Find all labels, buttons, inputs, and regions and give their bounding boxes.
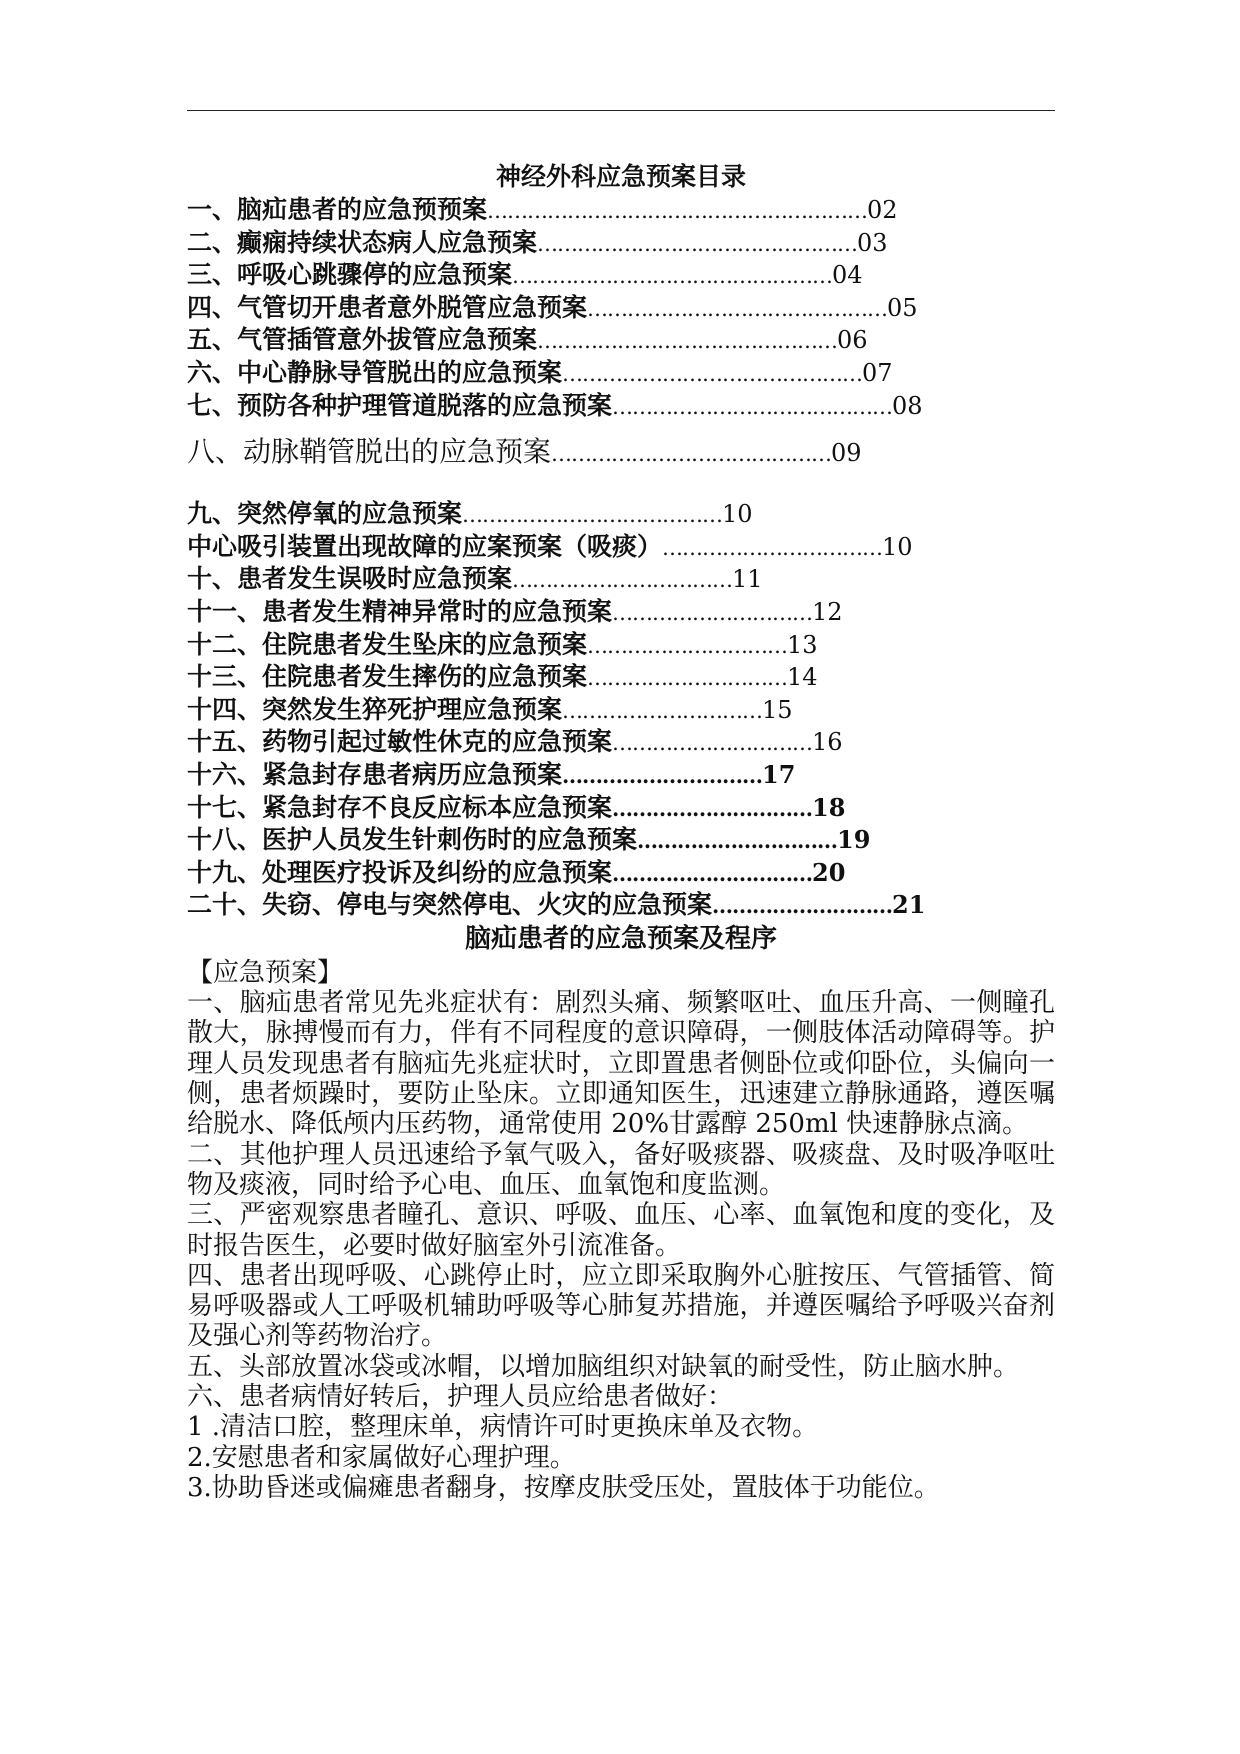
toc-label: 十一、患者发生精神异常时的应急预案 — [187, 596, 613, 626]
toc-page-number: 17 — [762, 759, 796, 789]
toc-dots: ……………………………………… — [587, 296, 888, 321]
toc-label: 中心吸引装置出现故障的应案预案（吸痰） — [187, 531, 663, 561]
toc-entry — [187, 227, 1055, 260]
toc-page-number: 09 — [831, 439, 862, 468]
toc-dots: ………………………… — [562, 762, 763, 788]
toc-page-number: 07 — [862, 358, 893, 387]
paragraph: 1 .清洁口腔，整理床单，病情许可时更换床单及衣物。 — [187, 1412, 819, 1443]
toc-dots: ………………………………………… — [512, 264, 833, 289]
toc-page-number: 06 — [837, 326, 868, 355]
toc-entry — [187, 531, 1055, 564]
toc-entry — [187, 563, 1055, 596]
toc-entry — [187, 694, 1055, 727]
toc-entry — [187, 498, 1055, 531]
toc-dots: …………………………………… — [551, 442, 832, 467]
toc-label: 二、癫痫持续状态病人应急预案 — [187, 227, 538, 257]
toc-page-number: 16 — [812, 728, 843, 757]
toc-page-number: 05 — [887, 293, 918, 322]
toc-entry — [187, 759, 1055, 792]
section-title: 脑疝患者的应急预案及程序 — [464, 923, 777, 954]
paragraph: 3.协助昏迷或偏瘫患者翻身，按摩皮肤受压处，置肢体于功能位。 — [187, 1472, 940, 1503]
toc-label: 十八、医护人员发生针刺伤时的应急预案 — [187, 825, 638, 855]
toc-label: 十二、住院患者发生坠床的应急预案 — [187, 629, 588, 659]
toc-page-number: 03 — [857, 228, 888, 257]
toc-page-number: 10 — [882, 532, 913, 561]
toc-dots: ……………………… — [712, 893, 893, 919]
toc-label: 一、脑疝患者的应急预预案 — [187, 195, 488, 224]
toc-label: 五、气管插管意外拔管应急预案 — [187, 325, 538, 355]
toc-entry — [187, 390, 1055, 423]
toc-dots: ………………………… — [612, 600, 813, 625]
toc-label: 十五、药物引起过敏性休克的应急预案 — [187, 727, 613, 757]
toc-label: 十、患者发生误吸时应急预案 — [187, 564, 513, 594]
toc-dots: ………………………… — [587, 633, 788, 658]
toc-label: 六、中心静脉导管脱出的应急预案 — [187, 357, 563, 387]
toc-entry — [187, 629, 1055, 662]
toc-dots: …………………………… — [662, 535, 883, 560]
toc-page-number: 11 — [732, 565, 763, 594]
toc-entry — [187, 194, 1055, 227]
header-rule — [187, 110, 1055, 111]
toc-entry — [187, 792, 1055, 825]
toc-entry — [187, 357, 1055, 390]
toc-dots: …………………………………… — [612, 394, 893, 419]
paragraph: 【应急预案】 — [187, 957, 344, 988]
toc-entry — [187, 857, 1055, 890]
toc-dots: ……………………………………… — [537, 329, 838, 354]
toc-label: 七、预防各种护理管道脱落的应急预案 — [187, 390, 613, 420]
toc-entry — [187, 661, 1055, 694]
toc-dots: ………………………… — [637, 828, 838, 854]
paragraph: 一、脑疝患者常见先兆症状有：剧烈头痛、频繁呕吐、血压升高、一侧瞳孔散大，脉搏慢而有力，伴有不同程度的意识障碍，一侧肢体活动障碍等。护理人员发现患者有脑疝先兆症状时，立即置患者侧卧位或仰卧位，头偏向一侧，患者烦躁时，要防止坠床。立即通知医生，迅速建立静脉通路，遵医嘱给脱水、降低颅内压药物，通常使用 20%甘露醇 250ml 快速静脉点滴。 — [187, 988, 1055, 1140]
paragraph: 三、严密观察患者瞳孔、意识、呼吸、血压、心率、血氧饱和度的变化，及时报告医生，必要时做好脑室外引流准备。 — [187, 1200, 1055, 1261]
paragraph: 六、患者病情好转后，护理人员应给患者做好： — [187, 1382, 734, 1413]
toc-title: 神经外科应急预案目录 — [495, 162, 746, 191]
toc-entry — [187, 422, 1055, 482]
paragraph: 2.安慰患者和家属做好心理护理。 — [187, 1442, 576, 1473]
toc-label: 九、突然停氧的应急预案 — [187, 499, 463, 529]
toc-page-number: 10 — [722, 500, 753, 529]
toc-entry — [187, 824, 1055, 857]
toc-page-number: 20 — [812, 857, 846, 887]
toc-page-number: 19 — [837, 825, 871, 855]
toc-page-number: 02 — [867, 196, 898, 224]
section-body — [187, 958, 1055, 1503]
toc-dots: ……………………………………… — [562, 361, 863, 386]
toc-dots: ………………………………… — [462, 503, 723, 528]
toc-dots: ………………………………………………… — [487, 199, 868, 223]
paragraph: 四、患者出现呼吸、心跳停止时，应立即采取胸外心脏按压、气管插管、简易呼吸器或人工呼吸机辅助呼吸等心肺复苏措施，并遵医嘱给予呼吸兴奋剂及强心剂等药物治疗。 — [187, 1260, 1055, 1352]
paragraph: 二、其他护理人员迅速给予氧气吸入，备好吸痰器、吸痰盘、及时吸净呕吐物及痰液，同时给予心电、血压、血氧饱和度监测。 — [187, 1139, 1055, 1200]
toc-page-number: 04 — [832, 261, 863, 290]
content — [187, 160, 1055, 1503]
toc-entry — [187, 726, 1055, 759]
toc-label: 八、动脉鞘管脱出的应急预案 — [187, 435, 552, 469]
toc-label: 十四、突然发生猝死护理应急预案 — [187, 694, 563, 724]
toc-dots: ………………………… — [612, 860, 813, 886]
toc-page-number: 18 — [812, 792, 846, 822]
toc-page-number: 21 — [892, 890, 926, 920]
toc-page-number: 12 — [812, 597, 843, 626]
toc-page-number: 15 — [762, 695, 793, 724]
toc-page-number: 13 — [787, 630, 818, 659]
toc-dots: ………………………… — [562, 698, 763, 723]
toc-label: 十三、住院患者发生摔伤的应急预案 — [187, 662, 588, 692]
toc-entry — [187, 324, 1055, 357]
toc-label: 十九、处理医疗投诉及纠纷的应急预案 — [187, 857, 613, 887]
toc-dots: ………………………… — [612, 731, 813, 756]
toc-list — [187, 194, 1055, 922]
toc-entry — [187, 889, 1055, 922]
toc-label: 十七、紧急封存不良反应标本应急预案 — [187, 792, 613, 822]
toc-label: 三、呼吸心跳骤停的应急预案 — [187, 260, 513, 290]
toc-label: 二十、失窃、停电与突然停电、火灾的应急预案 — [187, 890, 713, 920]
toc-dots: …………………………… — [512, 568, 733, 593]
toc-dots: ………………………… — [587, 666, 788, 691]
toc-label: 四、气管切开患者意外脱管应急预案 — [187, 292, 588, 322]
toc-page-number: 14 — [787, 663, 818, 692]
paragraph: 五、头部放置冰袋或冰帽，以增加脑组织对缺氧的耐受性，防止脑水肿。 — [187, 1351, 1020, 1382]
toc-dots: ………………………… — [612, 795, 813, 821]
toc-entry — [187, 292, 1055, 325]
toc-dots: ………………………………………… — [537, 231, 858, 256]
toc-entry — [187, 259, 1055, 292]
toc-entry — [187, 596, 1055, 629]
toc-page-number: 08 — [892, 391, 923, 420]
toc-label: 十六、紧急封存患者病历应急预案 — [187, 759, 563, 789]
